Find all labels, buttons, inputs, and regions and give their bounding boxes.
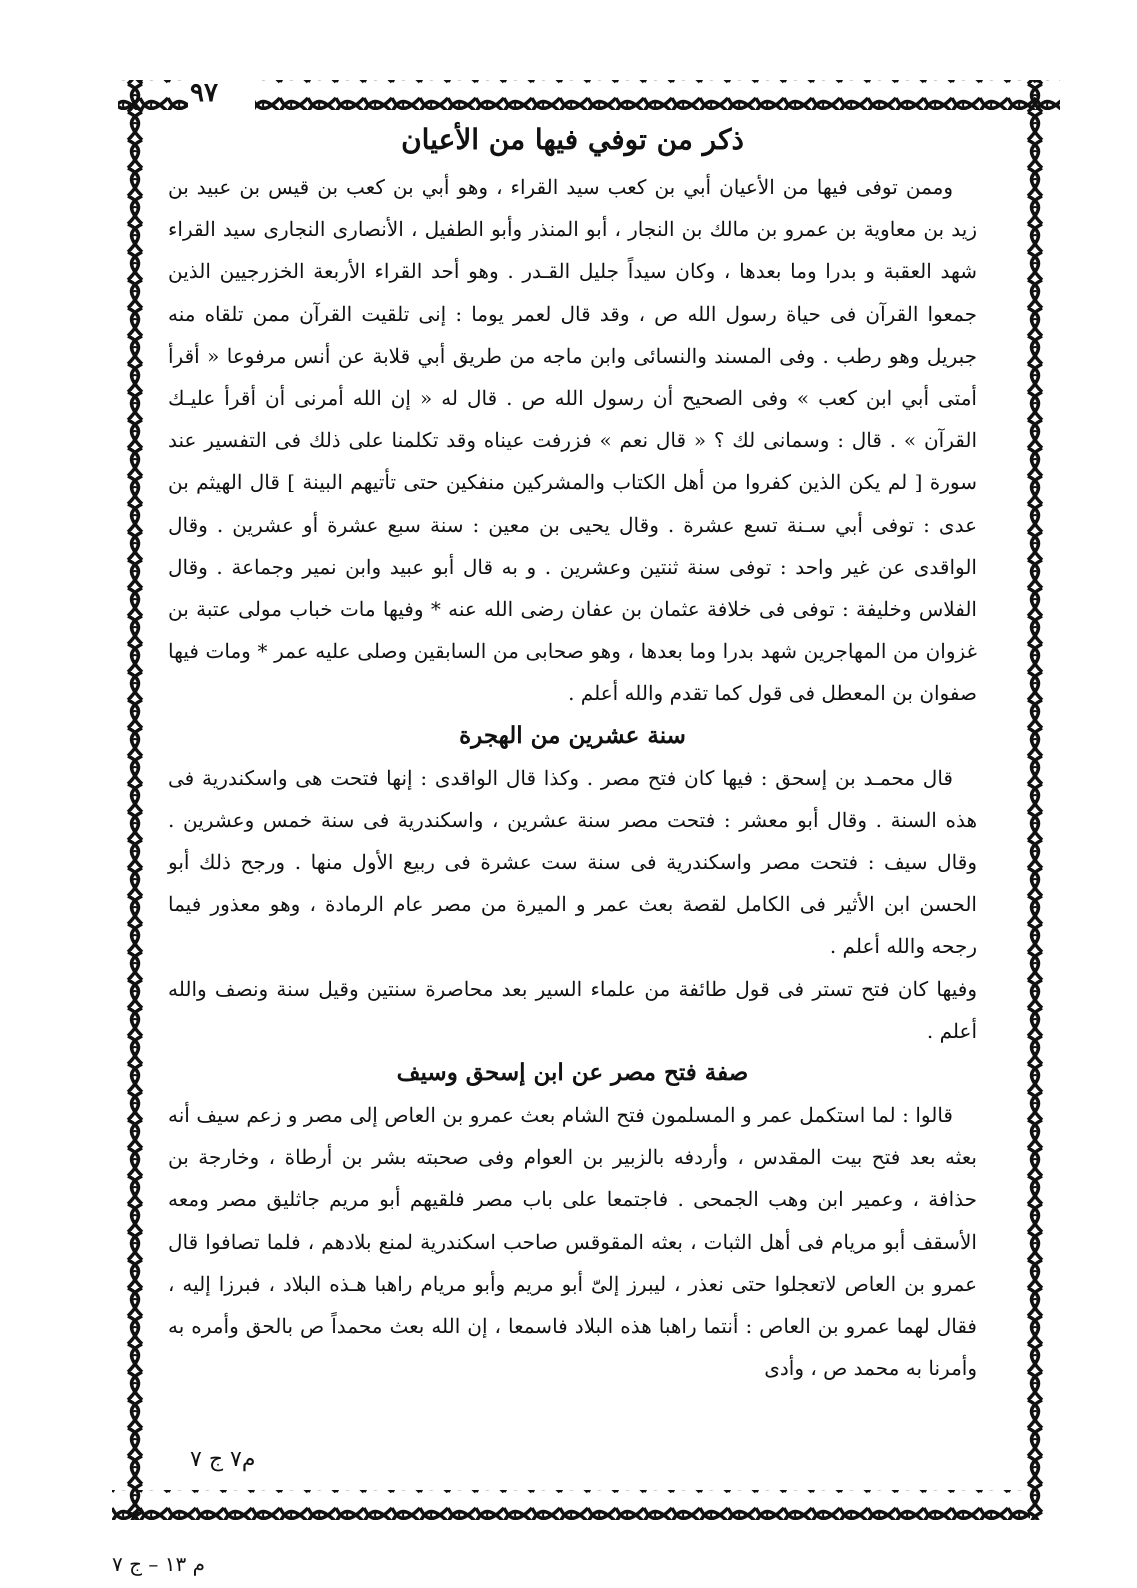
paragraph-deaths: وممن توفى فيها من الأعيان أبي بن كعب سيد القراء ، وهو أبي بن كعب بن قيس بن عبيد بن زيد بن معاوية بن عمرو بن مالك بن النجار ، أبو المنذر وأبو الطفيل ، الأنصارى النجارى سيد القراء شهد العقبة و بدرا وما بعدها ، وكان سيداً جليل القـدر . وهو أحد القراء الأربعة الخزرجيين الذين جمعوا القرآن فى حياة رسول الله ص ، وقد قال لعمر يوما : إنى تلقيت القرآن ممن تلقاه منه جبريل وهو رطب . وفى المسند والنسائى وابن ماجه من طريق أبي قلابة عن أنس مرفوعا « أقرأ أمتى أبي ابن كعب » وفى الصحيح أن رسول الله ص . قال له « إن الله أمرنى أن أقرأ عليـك القرآن » . قال : وسمانى لك ؟ « قال نعم » فزرفت عيناه وقد تكلمنا على ذلك فى التفسير عند سورة [ لم يكن الذين كفروا من أهل الكتاب والمشركين منفكين حتى تأتيهم البينة ] قال الهيثم بن عدى : توفى أبي سـنة تسع عشرة . وقال يحيى بن معين : سنة سبع عشرة أو عشرين . وقال الواقدى عن غير واحد : توفى سنة ثنتين وعشرين . و به قال أبو عبيد وابن نمير وجماعة . وقال الفلاس وخليفة : توفى فى خلافة عثمان بن عفان رضى الله عنه * وفيها مات خباب مولى عتبة بن غزوان من المهاجرين شهد بدرا وما بعدها ، وهو صحابى من السابقين وصلى عليه عمر * ومات فيها صفوان بن المعطل فى قول كما تقدم والله أعلم . — [168, 175, 978, 706]
signature-mark-inner: م٧ ج ٧ — [190, 1447, 256, 1472]
section-title-deaths: ذكر من توفي فيها من الأعيان — [401, 123, 744, 156]
paragraph-year-1: قال محمـد بن إسحق : فيها كان فتح مصر . وكذا قال الواقدى : إنها فتحت هى واسكندرية فى هذه السنة . وقال أبو معشر : فتحت مصر سنة عشرين ، واسكندرية فى سنة خمس وعشرين . وقال سيف : فتحت مصر واسكندرية فى سنة ست عشرة فى ربيع الأول منها . ورجح ذلك أبو الحسن ابن الأثير فى الكامل لقصة بعث عمر و الميرة من مصر عام الرمادة ، وهو معذور فيما رجحه والله أعلم . — [168, 765, 977, 959]
section-title-egypt: صفة فتح مصر عن ابن إسحق وسيف — [396, 1059, 749, 1087]
section-title-year: سنة عشرين من الهجرة — [459, 721, 686, 749]
paragraph-year-2: وفيها كان فتح تستر فى قول طائفة من علماء السير بعد محاصرة سنتين وقيل سنة ونصف والله أعلم . — [168, 976, 977, 1043]
page-number: ٩٧ — [190, 78, 218, 108]
signature-mark-outer: م ١٣ – ج ٧ — [112, 1552, 205, 1576]
paragraph-egypt: قالوا : لما استكمل عمر و المسلمون فتح الشام بعث عمرو بن العاص إلى مصر و زعم سيف أنه بعثه بعد فتح بيت المقدس ، وأردفه بالزبير بن العوام وفى صحبته بشر بن أرطاة ، وخارجة بن حذافة ، وعمير ابن وهب الجمحى . فاجتمعا على باب مصر فلقيهم أبو مريم جاثليق مصر ومعه الأسقف أبو مريام فى أهل الثبات ، بعثه المقوقس صاحب اسكندرية لمنع بلادهم ، فلما تصافوا قال عمرو بن العاص لاتعجلوا حتى نعذر ، ليبرز إلىّ أبو مريم وأبو مريام راهبا هـذه البلاد ، فبرزا إليه ، فقال لهما عمرو بن العاص : أنتما راهبا هذه البلاد فاسمعا ، إن الله بعث محمداً ص بالحق وأمره به وأمرنا به محمد ص ، وأدى — [168, 1103, 977, 1381]
page-body — [168, 118, 977, 1448]
